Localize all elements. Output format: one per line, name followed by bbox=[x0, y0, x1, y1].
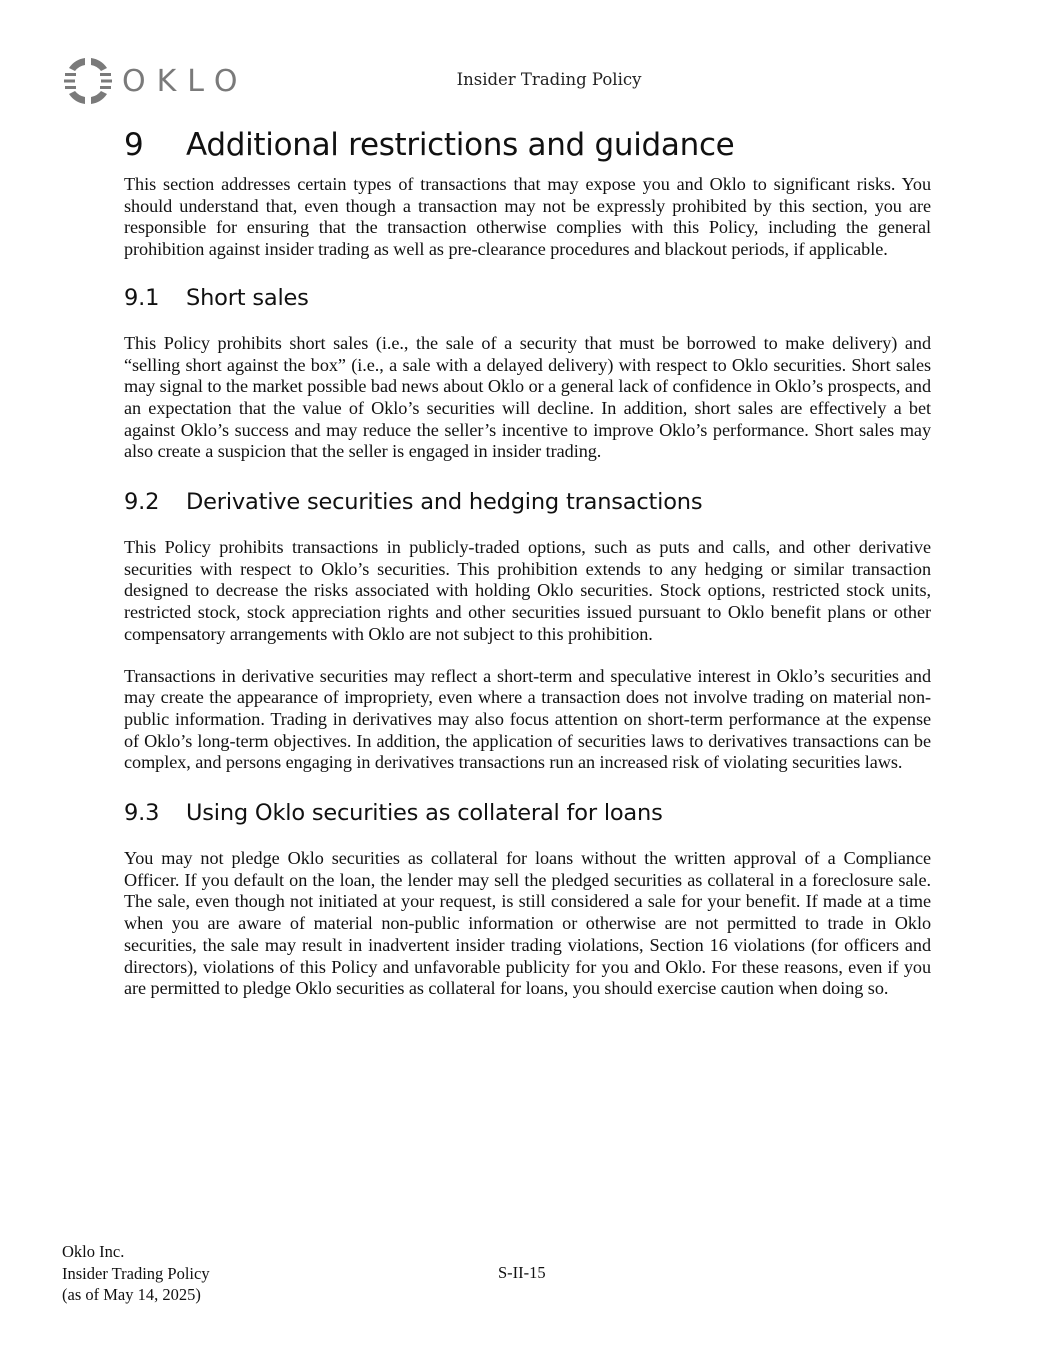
section-heading bbox=[124, 124, 931, 166]
subsection-title: Using Oklo securities as collateral for loans bbox=[186, 800, 663, 827]
document-body bbox=[124, 124, 931, 1000]
subsection-title: Short sales bbox=[186, 284, 309, 311]
footer-document-title: Insider Trading Policy bbox=[62, 1263, 210, 1283]
subsection-number: 9.3 bbox=[124, 800, 160, 827]
logo-wordmark: OKLO bbox=[122, 63, 249, 99]
subsection-number: 9.1 bbox=[124, 284, 160, 311]
derivatives-paragraph-1: This Policy prohibits transactions in publicly-traded options, such as puts and calls, and other derivative securities with respect to Oklo’s securities. This prohibition extends to any hedging or similar transaction designed to decrease the risks associated with holding Oklo securities. Stock options, restricted stock units, restricted stock, stock appreciation rights and other securities issued pursuant to Oklo benefit plans or other compensatory arrangements with Oklo are not subject to this prohibition. bbox=[124, 537, 931, 644]
running-header-title: Insider Trading Policy bbox=[456, 70, 642, 89]
subsection-heading-collateral bbox=[124, 798, 931, 828]
derivatives-paragraph-2: Transactions in derivative securities may reflect a short-term and speculative interest in Oklo’s securities and may create the appearance of impropriety, even where a transaction does not involve trading on material non-public information. Trading in derivatives may also focus attention on short-term performance at the expense of Oklo’s long-term objectives. In addition, the application of securities laws to derivatives transactions can be complex, and persons engaging in derivatives transactions run an increased risk of violating securities laws. bbox=[124, 665, 931, 773]
section-title: Additional restrictions and guidance bbox=[186, 127, 735, 163]
subsection-heading-short-sales bbox=[124, 283, 931, 313]
subsection-title: Derivative securities and hedging transactions bbox=[186, 489, 703, 516]
subsection-number: 9.2 bbox=[124, 489, 160, 516]
footer-date: (as of May 14, 2025) bbox=[62, 1285, 201, 1304]
section-number: 9 bbox=[124, 127, 144, 163]
short-sales-paragraph: This Policy prohibits short sales (i.e., the sale of a security that must be borrowed to make delivery) and “selling short against the box” (i.e., a sale with a delayed delivery) with respect to Oklo securities. Short sales may signal to the market possible bad news about Oklo or a general lack of confidence in Oklo’s prospects, and an expectation that the value of Oklo’s securities will decline. In addition, short sales are effectively a bet against Oklo’s success and may reduce the seller’s incentive to improve Oklo’s performance. Short sales may also create a suspicion that the seller is engaged in insider trading. bbox=[124, 332, 931, 462]
section-intro-paragraph: This section addresses certain types of transactions that may expose you and Oklo to significant risks. You should understand that, even though a transaction may not be expressly prohibited by this section, you are responsible for ensuring that the transaction otherwise complies with this Policy, including the general prohibition against insider trading as well as pre-clearance procedures and blackout periods, if applicable. bbox=[124, 174, 931, 260]
collateral-paragraph: You may not pledge Oklo securities as collateral for loans without the written approval of a Compliance Officer. If you default on the loan, the lender may sell the pledged securities as collateral in a foreclosure sale. The sale, even though not initiated at your request, is still considered a sale for your benefit. If made at a time when you are aware of material non-public information or otherwise are not permitted to trade in Oklo securities, the sale may result in inadvertent insider trading violations, Section 16 violations (for officers and directors), violations of this Policy and unfavorable publicity for you and Oklo. For these reasons, even if you are permitted to pledge Oklo securities as collateral for loans, you should exercise caution when doing so. bbox=[124, 848, 931, 999]
footer-page-number: S-II-15 bbox=[498, 1263, 546, 1282]
footer-document-info bbox=[62, 1241, 210, 1306]
footer-company: Oklo Inc. bbox=[62, 1242, 125, 1261]
subsection-heading-derivatives bbox=[124, 487, 931, 517]
